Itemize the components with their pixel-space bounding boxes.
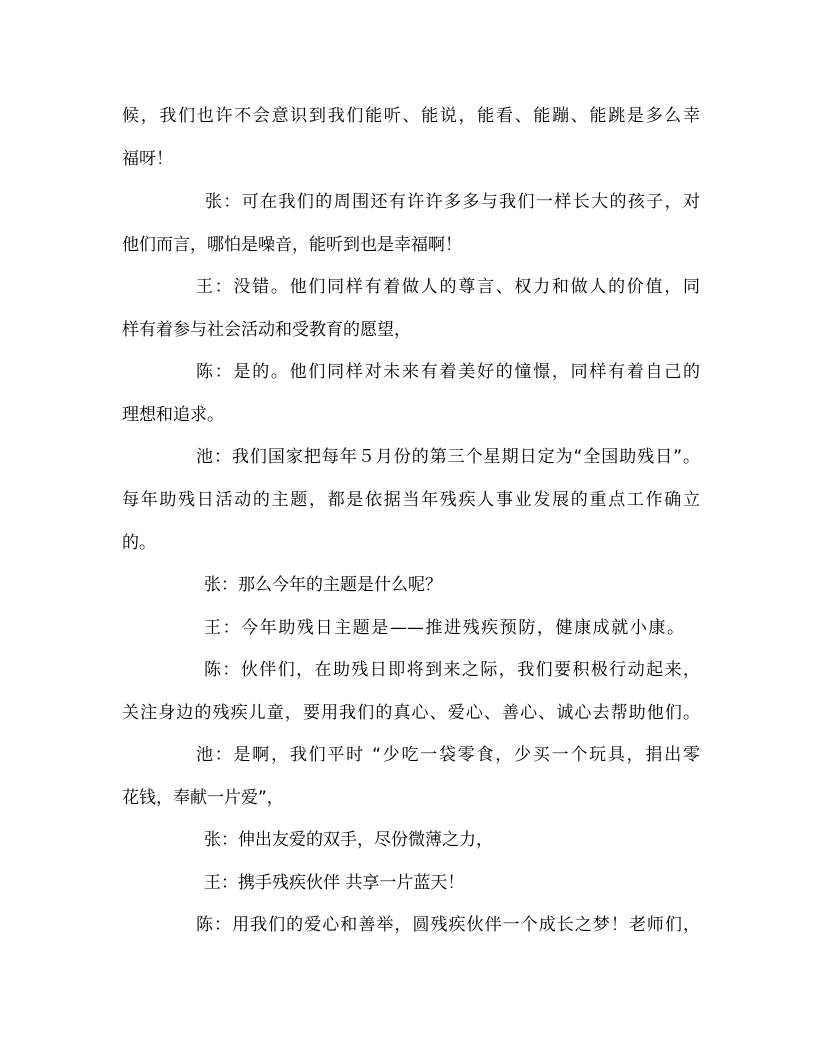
text-line: 王：携手残疾伙伴 共享一片蓝天！: [204, 873, 465, 893]
text-line: 陈：用我们的爱心和善举，圆残疾伙伴一个成长之梦！老师们，: [196, 915, 700, 935]
text-line: 陈：伙伴们，在助残日即将到来之际，我们要积极行动起来，: [204, 660, 700, 680]
text-line: 理想和追求。: [122, 405, 224, 425]
text-line: 候，我们也许不会意识到我们能听、能说，能看、能蹦、能跳是多么幸: [122, 106, 700, 126]
text-line: 王：没错。他们同样有着做人的尊言、权力和做人的价值，同: [196, 277, 700, 297]
text-line: 张：伸出友爱的双手，尽份微薄之力，: [204, 830, 493, 850]
text-line: 福呀！: [122, 149, 173, 169]
text-line: 关注身边的残疾儿童，要用我们的真心、爱心、善心、诚心去帮助他们。: [122, 703, 700, 723]
text-line: 池：我们国家把每年５月份的第三个星期日定为“全国助残日”。: [196, 447, 700, 467]
text-line: 王：今年助残日主题是——推进残疾预防，健康成就小康。: [204, 618, 684, 638]
text-line: 张：那么今年的主题是什么呢？: [204, 575, 442, 595]
text-line: 池：是啊，我们平时 “少吃一袋零食，少买一个玩具，捐出零: [196, 745, 700, 765]
text-line: 他们而言，哪怕是噪音，能听到也是幸福啊！: [122, 235, 462, 255]
text-line: 的。: [122, 533, 156, 553]
text-line: 张：可在我们的周围还有许许多多与我们一样长大的孩子，对: [205, 192, 700, 212]
text-line: 陈：是的。他们同样对未来有着美好的憧憬，同样有着自己的: [196, 362, 700, 382]
text-line: 样有着参与社会活动和受教育的愿望，: [122, 320, 411, 340]
text-line: 每年助残日活动的主题，都是依据当年残疾人事业发展的重点工作确立: [122, 490, 700, 510]
text-line: 花钱，奉献一片爱”，: [122, 788, 284, 808]
